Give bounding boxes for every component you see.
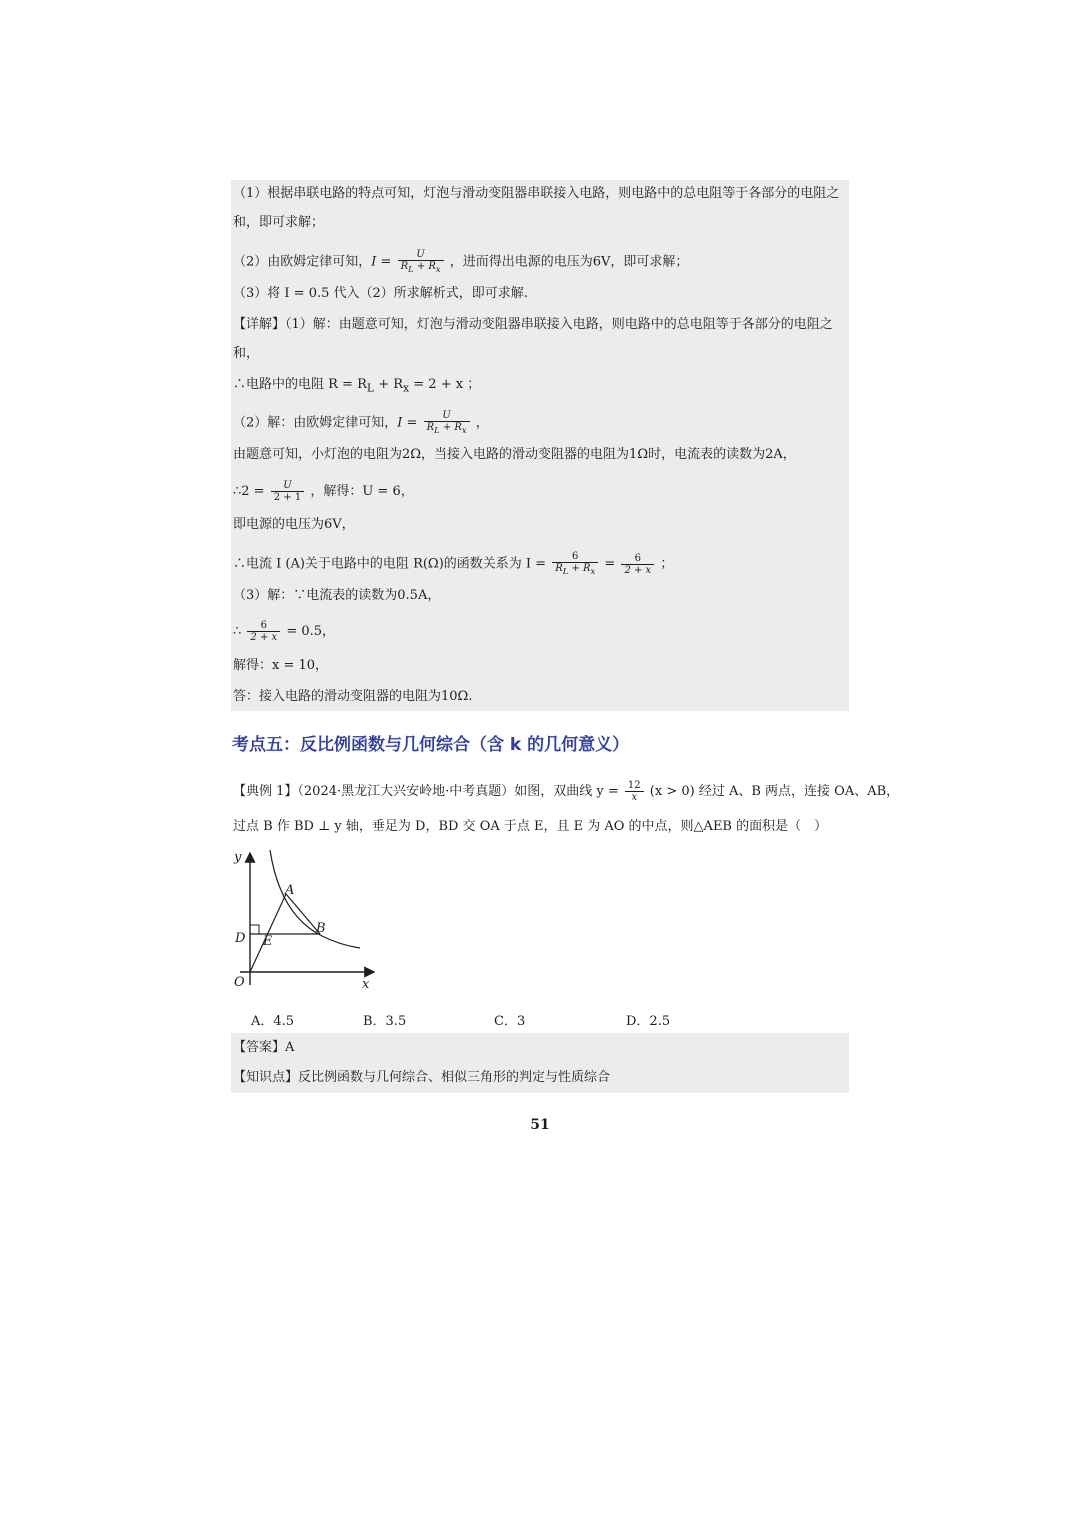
detail-line-11: 解得：x = 10， — [233, 658, 329, 673]
ohm-fraction-2: $\frac{U}{R_L + R_x}$ — [424, 410, 470, 436]
segment-ab — [286, 894, 320, 934]
example-line-1: 【典例 1】（2024·黑龙江大兴安岭地·中考真题）如图，双曲线 y = $\frac{12}{x}$ (x > 0) 经过 A、B 两点，连接 OA、AB， — [233, 780, 900, 803]
right-angle-mark — [250, 925, 259, 934]
option-b: B．3.5 — [363, 1014, 407, 1029]
option-c: C．3 — [494, 1014, 526, 1029]
detail-line-7: 即电源的电压为6V， — [233, 517, 355, 532]
label-d: D — [235, 931, 246, 946]
page-number: 51 — [530, 1117, 550, 1133]
detail-line-1: 【详解】（1）解：由题意可知，灯泡与滑动变阻器串联接入电路，则电路中的总电阻等于各部分的电阻之 — [233, 317, 833, 332]
function-fraction-2: $\frac{6}{2 + x}$ — [621, 553, 654, 576]
current-fraction: $\frac{6}{2 + x}$ — [247, 620, 280, 643]
voltage-fraction: $\frac{U}{2 + 1}$ — [271, 480, 304, 503]
detail-line-10: ∴ $\frac{6}{2 + x}$ = 0.5， — [233, 620, 336, 643]
function-fraction-1: $\frac{6}{R_L + R_x}$ — [552, 551, 598, 577]
label-o: O — [234, 975, 245, 990]
option-a: A．4.5 — [251, 1014, 295, 1029]
analysis-line-3: （2）由欧姆定律可知，I = $\frac{U}{R_L + R_x}$ ，进而得出电源的电压为6V，即可求解； — [233, 249, 689, 274]
detail-line-6: ∴2 = $\frac{U}{2 + 1}$ ，解得：U = 6， — [233, 480, 414, 503]
detail-line-12: 答：接入电路的滑动变阻器的电阻为10Ω. — [233, 689, 473, 704]
detail-line-2: 和， — [233, 346, 260, 361]
label-x: x — [362, 977, 370, 992]
answer-line: 【答案】A — [233, 1040, 295, 1055]
label-y: y — [234, 850, 242, 865]
analysis-line-1: （1）根据串联电路的特点可知，灯泡与滑动变阻器串联接入电路，则电路中的总电阻等于各部分的电阻之 — [233, 186, 840, 201]
option-d: D．2.5 — [626, 1014, 671, 1029]
detail-line-4: （2）解：由欧姆定律可知，I = $\frac{U}{R_L + R_x}$ ， — [233, 410, 489, 435]
detail-line-3: ∴电路中的电阻 $R = R_L + R_x = 2 + x$ ； — [233, 377, 481, 395]
detail-line-5: 由题意可知，小灯泡的电阻为2Ω，当接入电路的滑动变阻器的电阻为1Ω时，电流表的读数为2A， — [233, 447, 796, 462]
detail-line-8: ∴电流 I (A)关于电路中的电阻 R(Ω)的函数关系为 I = $\frac{6}{R_L + R_x}$ = $\frac{6}{2 + x}$ ； — [233, 551, 674, 576]
ohm-fraction: $\frac{U}{R_L + R_x}$ — [398, 249, 444, 275]
label-b: B — [316, 921, 326, 936]
hyperbola-figure — [228, 845, 388, 995]
segment-oa — [250, 894, 286, 972]
label-e: E — [263, 934, 273, 949]
knowledge-line: 【知识点】反比例函数与几何综合、相似三角形的判定与性质综合 — [233, 1070, 611, 1085]
analysis-line-4: （3）将 I = 0.5 代入（2）所求解析式，即可求解. — [233, 286, 528, 301]
section-heading: 考点五：反比例函数与几何综合（含 k 的几何意义） — [232, 735, 630, 755]
hyperbola-fraction: $\frac{12}{x}$ — [625, 780, 644, 803]
detail-line-9: （3）解：∵电流表的读数为0.5A， — [233, 588, 441, 603]
label-a: A — [285, 883, 295, 898]
example-line-2: 过点 B 作 BD ⊥ y 轴，垂足为 D，BD 交 OA 于点 E，且 E 为 AO 的中点，则△AEB 的面积是（ ） — [233, 819, 828, 834]
analysis-line-2: 和，即可求解； — [233, 215, 325, 230]
